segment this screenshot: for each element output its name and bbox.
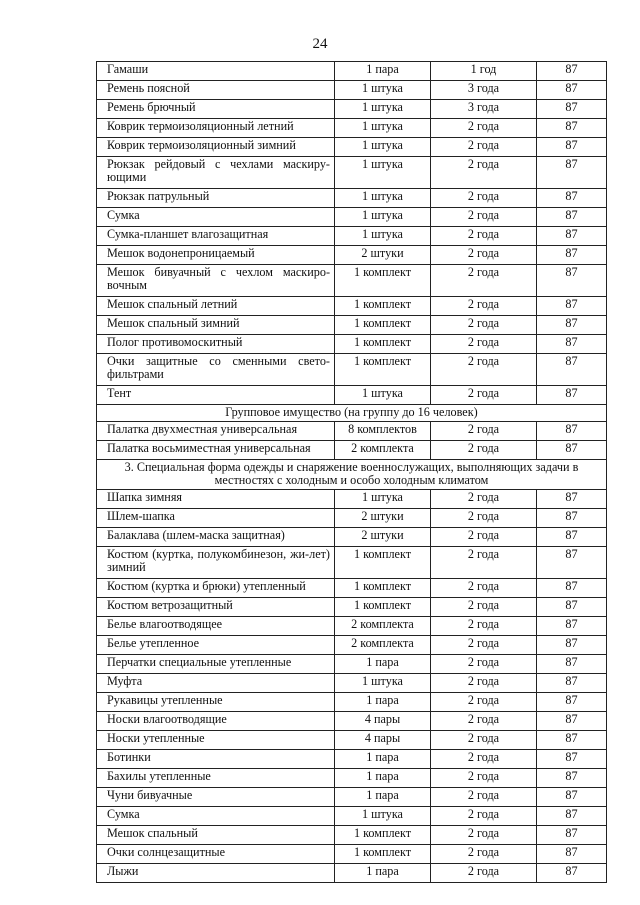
norm-number-cell: 87: [537, 227, 607, 246]
norm-number-cell: 87: [537, 528, 607, 547]
item-name-cell: Шапка зимняя: [97, 490, 335, 509]
norm-number-cell: 87: [537, 655, 607, 674]
item-name-cell: Сумка: [97, 807, 335, 826]
wear-period-cell: 2 года: [431, 335, 537, 354]
item-name-cell: Тент: [97, 386, 335, 405]
item-name-cell: Костюм (куртка и брюки) утепленный: [97, 579, 335, 598]
table-row: [97, 528, 607, 547]
item-name-cell: Коврик термоизоляционный летний: [97, 119, 335, 138]
norm-number-cell: 87: [537, 826, 607, 845]
quantity-cell: 1 пара: [335, 769, 431, 788]
item-name-cell: Очки защитные со сменными свето-фильтрами: [97, 354, 335, 386]
norm-number-cell: 87: [537, 316, 607, 335]
wear-period-cell: 2 года: [431, 579, 537, 598]
table-row: [97, 509, 607, 528]
quantity-cell: 4 пары: [335, 712, 431, 731]
table-row: [97, 297, 607, 316]
table-row: [97, 335, 607, 354]
supply-norms-table: [96, 61, 607, 883]
norm-number-cell: 87: [537, 441, 607, 460]
item-name-cell: Ремень поясной: [97, 81, 335, 100]
table-row: [97, 598, 607, 617]
item-name-cell: Палатка восьмиместная универсальная: [97, 441, 335, 460]
table-row: [97, 157, 607, 189]
quantity-cell: 1 штука: [335, 227, 431, 246]
page-number: 24: [312, 36, 328, 52]
item-name-cell: Сумка-планшет влагозащитная: [97, 227, 335, 246]
norm-number-cell: 87: [537, 62, 607, 81]
item-name-cell: Мешок водонепроницаемый: [97, 246, 335, 265]
norm-number-cell: 87: [537, 788, 607, 807]
norm-number-cell: 87: [537, 674, 607, 693]
table-row: [97, 807, 607, 826]
quantity-cell: 1 комплект: [335, 316, 431, 335]
quantity-cell: 1 комплект: [335, 598, 431, 617]
table-row: [97, 845, 607, 864]
item-name-cell: Балаклава (шлем-маска защитная): [97, 528, 335, 547]
table-row: [97, 246, 607, 265]
norm-number-cell: 87: [537, 769, 607, 788]
item-name-cell: Мешок спальный летний: [97, 297, 335, 316]
group-property-header-row: [97, 405, 607, 422]
group-property-header: Групповое имущество (на группу до 16 человек): [97, 405, 607, 422]
wear-period-cell: 2 года: [431, 208, 537, 227]
table-row: [97, 441, 607, 460]
norm-number-cell: 87: [537, 208, 607, 227]
item-name-cell: Гамаши: [97, 62, 335, 81]
wear-period-cell: 2 года: [431, 731, 537, 750]
quantity-cell: 1 штука: [335, 208, 431, 227]
wear-period-cell: 2 года: [431, 547, 537, 579]
section-3-header-row: [97, 460, 607, 490]
item-name-cell: Белье утепленное: [97, 636, 335, 655]
table-row: [97, 265, 607, 297]
quantity-cell: 1 штука: [335, 100, 431, 119]
quantity-cell: 1 пара: [335, 864, 431, 883]
wear-period-cell: 2 года: [431, 750, 537, 769]
table-row: [97, 386, 607, 405]
wear-period-cell: 2 года: [431, 655, 537, 674]
quantity-cell: 2 комплекта: [335, 441, 431, 460]
table-row: [97, 769, 607, 788]
quantity-cell: 1 пара: [335, 62, 431, 81]
wear-period-cell: 2 года: [431, 528, 537, 547]
table-row: [97, 62, 607, 81]
item-name-cell: Муфта: [97, 674, 335, 693]
wear-period-cell: 2 года: [431, 316, 537, 335]
item-name-cell: Полог противомоскитный: [97, 335, 335, 354]
quantity-cell: 2 комплекта: [335, 617, 431, 636]
table-row: [97, 617, 607, 636]
quantity-cell: 2 штуки: [335, 528, 431, 547]
wear-period-cell: 2 года: [431, 598, 537, 617]
norm-number-cell: 87: [537, 157, 607, 189]
item-name-cell: Носки утепленные: [97, 731, 335, 750]
quantity-cell: 1 штука: [335, 189, 431, 208]
norm-number-cell: 87: [537, 845, 607, 864]
wear-period-cell: 3 года: [431, 81, 537, 100]
table-row: [97, 547, 607, 579]
wear-period-cell: 2 года: [431, 246, 537, 265]
quantity-cell: 1 комплект: [335, 579, 431, 598]
norm-number-cell: 87: [537, 422, 607, 441]
table-row: [97, 864, 607, 883]
wear-period-cell: 2 года: [431, 864, 537, 883]
norm-number-cell: 87: [537, 807, 607, 826]
table-row: [97, 100, 607, 119]
wear-period-cell: 2 года: [431, 422, 537, 441]
quantity-cell: 1 штука: [335, 490, 431, 509]
section-3-header: 3. Специальная форма одежды и снаряжение военнослужащих, выполняющих задачи в местностях с холодным и особо холодным климатом: [97, 460, 607, 490]
item-name-cell: Чуни бивуачные: [97, 788, 335, 807]
quantity-cell: 1 комплект: [335, 845, 431, 864]
norm-number-cell: 87: [537, 864, 607, 883]
norm-number-cell: 87: [537, 579, 607, 598]
table-row: [97, 712, 607, 731]
item-name-cell: Перчатки специальные утепленные: [97, 655, 335, 674]
quantity-cell: 1 штука: [335, 386, 431, 405]
norm-number-cell: 87: [537, 712, 607, 731]
wear-period-cell: 2 года: [431, 509, 537, 528]
wear-period-cell: 2 года: [431, 354, 537, 386]
item-name-cell: Бахилы утепленные: [97, 769, 335, 788]
quantity-cell: 1 комплект: [335, 297, 431, 316]
norm-number-cell: 87: [537, 617, 607, 636]
quantity-cell: 1 штука: [335, 674, 431, 693]
wear-period-cell: 2 года: [431, 712, 537, 731]
quantity-cell: 1 комплект: [335, 335, 431, 354]
quantity-cell: 2 штуки: [335, 246, 431, 265]
table-row: [97, 119, 607, 138]
norm-number-cell: 87: [537, 354, 607, 386]
wear-period-cell: 2 года: [431, 138, 537, 157]
table-row: [97, 227, 607, 246]
wear-period-cell: 2 года: [431, 441, 537, 460]
norm-number-cell: 87: [537, 731, 607, 750]
wear-period-cell: 2 года: [431, 189, 537, 208]
quantity-cell: 1 штука: [335, 157, 431, 189]
norm-number-cell: 87: [537, 335, 607, 354]
wear-period-cell: 1 год: [431, 62, 537, 81]
table-row: [97, 208, 607, 227]
norm-number-cell: 87: [537, 509, 607, 528]
wear-period-cell: 2 года: [431, 119, 537, 138]
quantity-cell: 4 пары: [335, 731, 431, 750]
quantity-cell: 1 комплект: [335, 826, 431, 845]
norm-number-cell: 87: [537, 490, 607, 509]
table-row: [97, 693, 607, 712]
norm-number-cell: 87: [537, 265, 607, 297]
item-name-cell: Мешок спальный зимний: [97, 316, 335, 335]
quantity-cell: 1 штука: [335, 81, 431, 100]
table-row: [97, 655, 607, 674]
norm-number-cell: 87: [537, 100, 607, 119]
wear-period-cell: 2 года: [431, 674, 537, 693]
norm-number-cell: 87: [537, 119, 607, 138]
wear-period-cell: 2 года: [431, 693, 537, 712]
quantity-cell: 1 пара: [335, 750, 431, 769]
wear-period-cell: 2 года: [431, 227, 537, 246]
item-name-cell: Мешок спальный: [97, 826, 335, 845]
wear-period-cell: 2 года: [431, 297, 537, 316]
item-name-cell: Мешок бивуачный с чехлом маскиро-вочным: [97, 265, 335, 297]
table-row: [97, 490, 607, 509]
norm-number-cell: 87: [537, 189, 607, 208]
norm-number-cell: 87: [537, 547, 607, 579]
table-row: [97, 189, 607, 208]
table-row: [97, 731, 607, 750]
item-name-cell: Ремень брючный: [97, 100, 335, 119]
norm-number-cell: 87: [537, 636, 607, 655]
item-name-cell: Носки влагоотводящие: [97, 712, 335, 731]
item-name-cell: Сумка: [97, 208, 335, 227]
norm-number-cell: 87: [537, 386, 607, 405]
wear-period-cell: 3 года: [431, 100, 537, 119]
quantity-cell: 2 комплекта: [335, 636, 431, 655]
table-row: [97, 826, 607, 845]
table-row: [97, 674, 607, 693]
wear-period-cell: 2 года: [431, 386, 537, 405]
wear-period-cell: 2 года: [431, 788, 537, 807]
wear-period-cell: 2 года: [431, 807, 537, 826]
wear-period-cell: 2 года: [431, 769, 537, 788]
item-name-cell: Костюм ветрозащитный: [97, 598, 335, 617]
quantity-cell: 1 комплект: [335, 547, 431, 579]
table-row: [97, 316, 607, 335]
wear-period-cell: 2 года: [431, 617, 537, 636]
table-row: [97, 81, 607, 100]
quantity-cell: 1 пара: [335, 693, 431, 712]
quantity-cell: 1 комплект: [335, 354, 431, 386]
table-row: [97, 138, 607, 157]
norm-number-cell: 87: [537, 693, 607, 712]
table-row: [97, 579, 607, 598]
norm-number-cell: 87: [537, 138, 607, 157]
item-name-cell: Рюкзак рейдовый с чехлами маскиру-ющими: [97, 157, 335, 189]
wear-period-cell: 2 года: [431, 265, 537, 297]
quantity-cell: 2 штуки: [335, 509, 431, 528]
wear-period-cell: 2 года: [431, 845, 537, 864]
quantity-cell: 1 комплект: [335, 265, 431, 297]
quantity-cell: 8 комплектов: [335, 422, 431, 441]
item-name-cell: Очки солнцезащитные: [97, 845, 335, 864]
norm-number-cell: 87: [537, 246, 607, 265]
norm-number-cell: 87: [537, 297, 607, 316]
wear-period-cell: 2 года: [431, 636, 537, 655]
quantity-cell: 1 штука: [335, 119, 431, 138]
table-row: [97, 422, 607, 441]
item-name-cell: Рукавицы утепленные: [97, 693, 335, 712]
item-name-cell: Белье влагоотводящее: [97, 617, 335, 636]
wear-period-cell: 2 года: [431, 826, 537, 845]
wear-period-cell: 2 года: [431, 490, 537, 509]
quantity-cell: 1 штука: [335, 138, 431, 157]
item-name-cell: Рюкзак патрульный: [97, 189, 335, 208]
item-name-cell: Лыжи: [97, 864, 335, 883]
table-row: [97, 354, 607, 386]
item-name-cell: Ботинки: [97, 750, 335, 769]
item-name-cell: Костюм (куртка, полукомбинезон, жи-лет) зимний: [97, 547, 335, 579]
norm-number-cell: 87: [537, 750, 607, 769]
quantity-cell: 1 пара: [335, 655, 431, 674]
table-row: [97, 636, 607, 655]
item-name-cell: Коврик термоизоляционный зимний: [97, 138, 335, 157]
table-row: [97, 750, 607, 769]
quantity-cell: 1 пара: [335, 788, 431, 807]
quantity-cell: 1 штука: [335, 807, 431, 826]
wear-period-cell: 2 года: [431, 157, 537, 189]
item-name-cell: Шлем-шапка: [97, 509, 335, 528]
table-row: [97, 788, 607, 807]
norm-number-cell: 87: [537, 81, 607, 100]
item-name-cell: Палатка двухместная универсальная: [97, 422, 335, 441]
norm-number-cell: 87: [537, 598, 607, 617]
